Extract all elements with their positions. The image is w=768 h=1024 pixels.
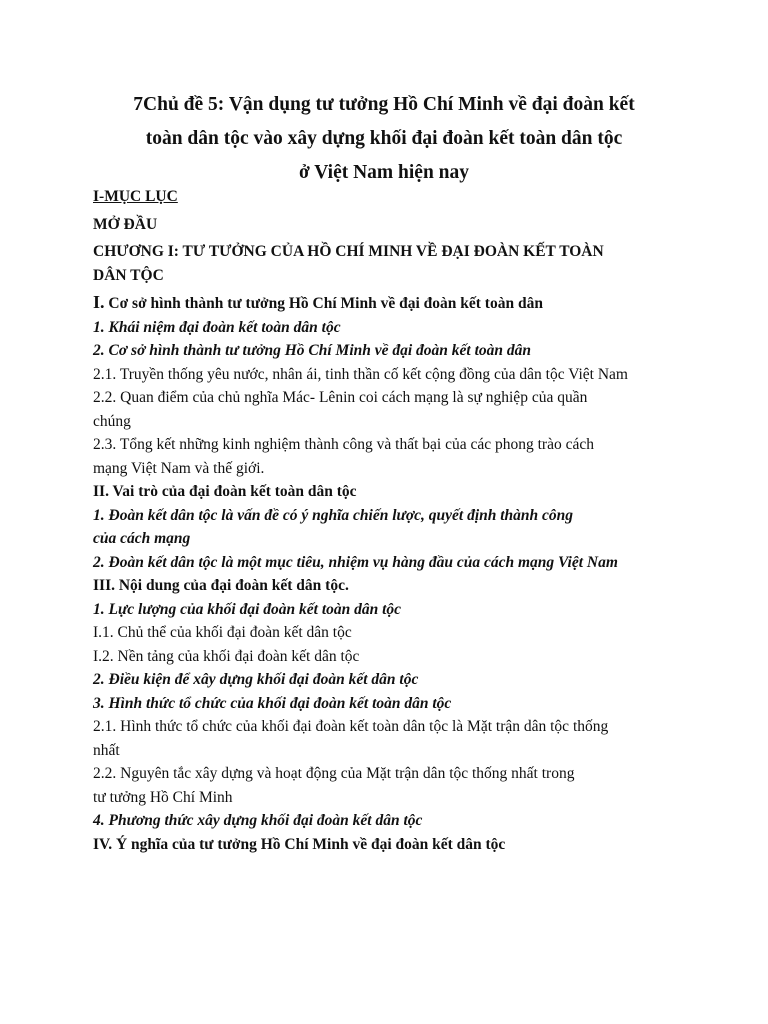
toc-section-1-2-2-line-2: chúng: [93, 412, 131, 430]
toc-section-3-1: 1. Lực lượng của khối đại đoàn kết toàn dân tộc: [93, 600, 402, 618]
toc-section-3-1-2: I.2. Nền tảng của khối đại đoàn kết dân tộc: [93, 647, 360, 665]
table-of-contents: [93, 185, 693, 856]
toc-section-1-text: Cơ sở hình thành tư tưởng Hồ Chí Minh về đại đoàn kết toàn dân: [104, 295, 543, 312]
toc-intro: MỞ ĐẦU: [93, 215, 158, 233]
toc-section-2-2: 2. Đoàn kết dân tộc là một mục tiêu, nhiệm vụ hàng đầu của cách mạng Việt Nam: [93, 553, 618, 571]
toc-section-2: II. Vai trò của đại đoàn kết toàn dân tộc: [93, 483, 357, 500]
toc-section-3-3-2-line-1: 2.2. Nguyên tắc xây dựng và hoạt động của Mặt trận dân tộc thống nhất trong: [93, 765, 575, 782]
toc-section-4: IV. Ý nghĩa của tư tưởng Hồ Chí Minh về đại đoàn kết dân tộc: [93, 835, 506, 853]
toc-section-3-3-1-line-2: nhất: [93, 741, 120, 759]
document-title: [60, 88, 708, 190]
toc-section-1: [93, 291, 693, 316]
toc-section-2-1-line-1: 1. Đoàn kết dân tộc là vấn đề có ý nghĩa chiến lược, quyết định thành công: [93, 506, 574, 524]
toc-section-1-numeral: I.: [93, 292, 105, 312]
toc-section-1-2-3-line-1: 2.3. Tổng kết những kinh nghiệm thành công và thất bại của các phong trào cách: [93, 436, 594, 453]
toc-section-3-3-2-line-2: tư tưởng Hồ Chí Minh: [93, 788, 233, 806]
toc-section-1-2-2-line-1: 2.2. Quan điểm của chủ nghĩa Mác- Lênin coi cách mạng là sự nghiệp của quần: [93, 389, 588, 406]
toc-section-3-2: 2. Điều kiện để xây dựng khối đại đoàn kết dân tộc: [93, 671, 419, 688]
toc-section-3-1-1: I.1. Chủ thể của khối đại đoàn kết dân tộc: [93, 624, 352, 641]
toc-section-1-2: 2. Cơ sở hình thành tư tưởng Hồ Chí Minh về đại đoàn kết toàn dân: [93, 342, 532, 359]
toc-section-3-4: 4. Phương thức xây dựng khối đại đoàn kết dân tộc: [93, 812, 423, 829]
toc-section-1-2-1: 2.1. Truyền thống yêu nước, nhân ái, tinh thần cố kết cộng đồng của dân tộc Việt Nam: [93, 365, 628, 383]
toc-heading: I-MỤC LỤC: [93, 188, 178, 205]
toc-section-3: III. Nội dung của đại đoàn kết dân tộc.: [93, 577, 349, 594]
title-line-3: ở Việt Nam hiện nay: [298, 162, 470, 183]
title-line-2: toàn dân tộc vào xây dựng khối đại đoàn kết toàn dân tộc: [145, 128, 623, 149]
toc-section-3-3-1-line-1: 2.1. Hình thức tổ chức của khối đại đoàn kết toàn dân tộc là Mặt trận dân tộc thống: [93, 718, 609, 735]
toc-section-3-3: 3. Hình thức tổ chức của khối đại đoàn kết toàn dân tộc: [93, 694, 452, 712]
toc-section-1-1: 1. Khái niệm đại đoàn kết toàn dân tộc: [93, 318, 341, 336]
toc-section-2-1-line-2: của cách mạng: [93, 530, 191, 547]
toc-chapter-1-line-1: CHƯƠNG I: TƯ TƯỞNG CỦA HỒ CHÍ MINH VỀ ĐẠI ĐOÀN KẾT TOÀN: [93, 243, 604, 260]
toc-section-1-2-3-line-2: mạng Việt Nam và thế giới.: [93, 459, 265, 477]
toc-chapter-1-line-2: DÂN TỘC: [93, 266, 164, 284]
title-line-1: 7Chủ đề 5: Vận dụng tư tưởng Hồ Chí Minh về đại đoàn kết: [133, 94, 635, 115]
